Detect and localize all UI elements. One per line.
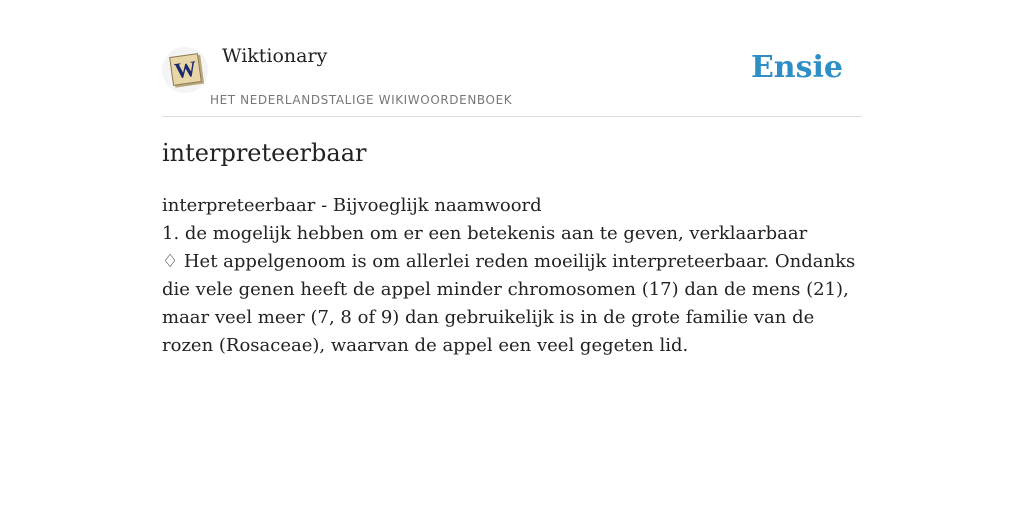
ensie-brand-link[interactable]: Ensie: [750, 50, 843, 85]
definition-block: [162, 192, 862, 360]
entry-title: interpreteerbaar: [162, 139, 367, 167]
word-type-line: interpreteerbaar - Bijvoeglijk naamwoord: [162, 195, 542, 216]
logo-tile: W: [169, 53, 202, 86]
wiktionary-logo-icon[interactable]: [162, 47, 208, 93]
site-title[interactable]: Wiktionary: [222, 45, 328, 67]
site-subtitle: HET NEDERLANDSTALIGE WIKIWOORDENBOEK: [210, 93, 513, 107]
meaning-line: 1. de mogelijk hebben om er een betekenis aan te geven, verklaarbaar: [162, 223, 808, 244]
example-sentence: ♢ Het appelgenoom is om allerlei reden moeilijk interpreteerbaar. Ondanks die vele genen heeft de appel minder chromosomen (17) dan de mens (21), maar veel meer (7, 8 of 9) dan gebruikelijk is in de grote familie van de rozen (Rosaceae), waarvan de appel een veel gegeten lid.: [162, 251, 856, 356]
site-header: [162, 0, 862, 117]
content-container: [162, 0, 862, 356]
